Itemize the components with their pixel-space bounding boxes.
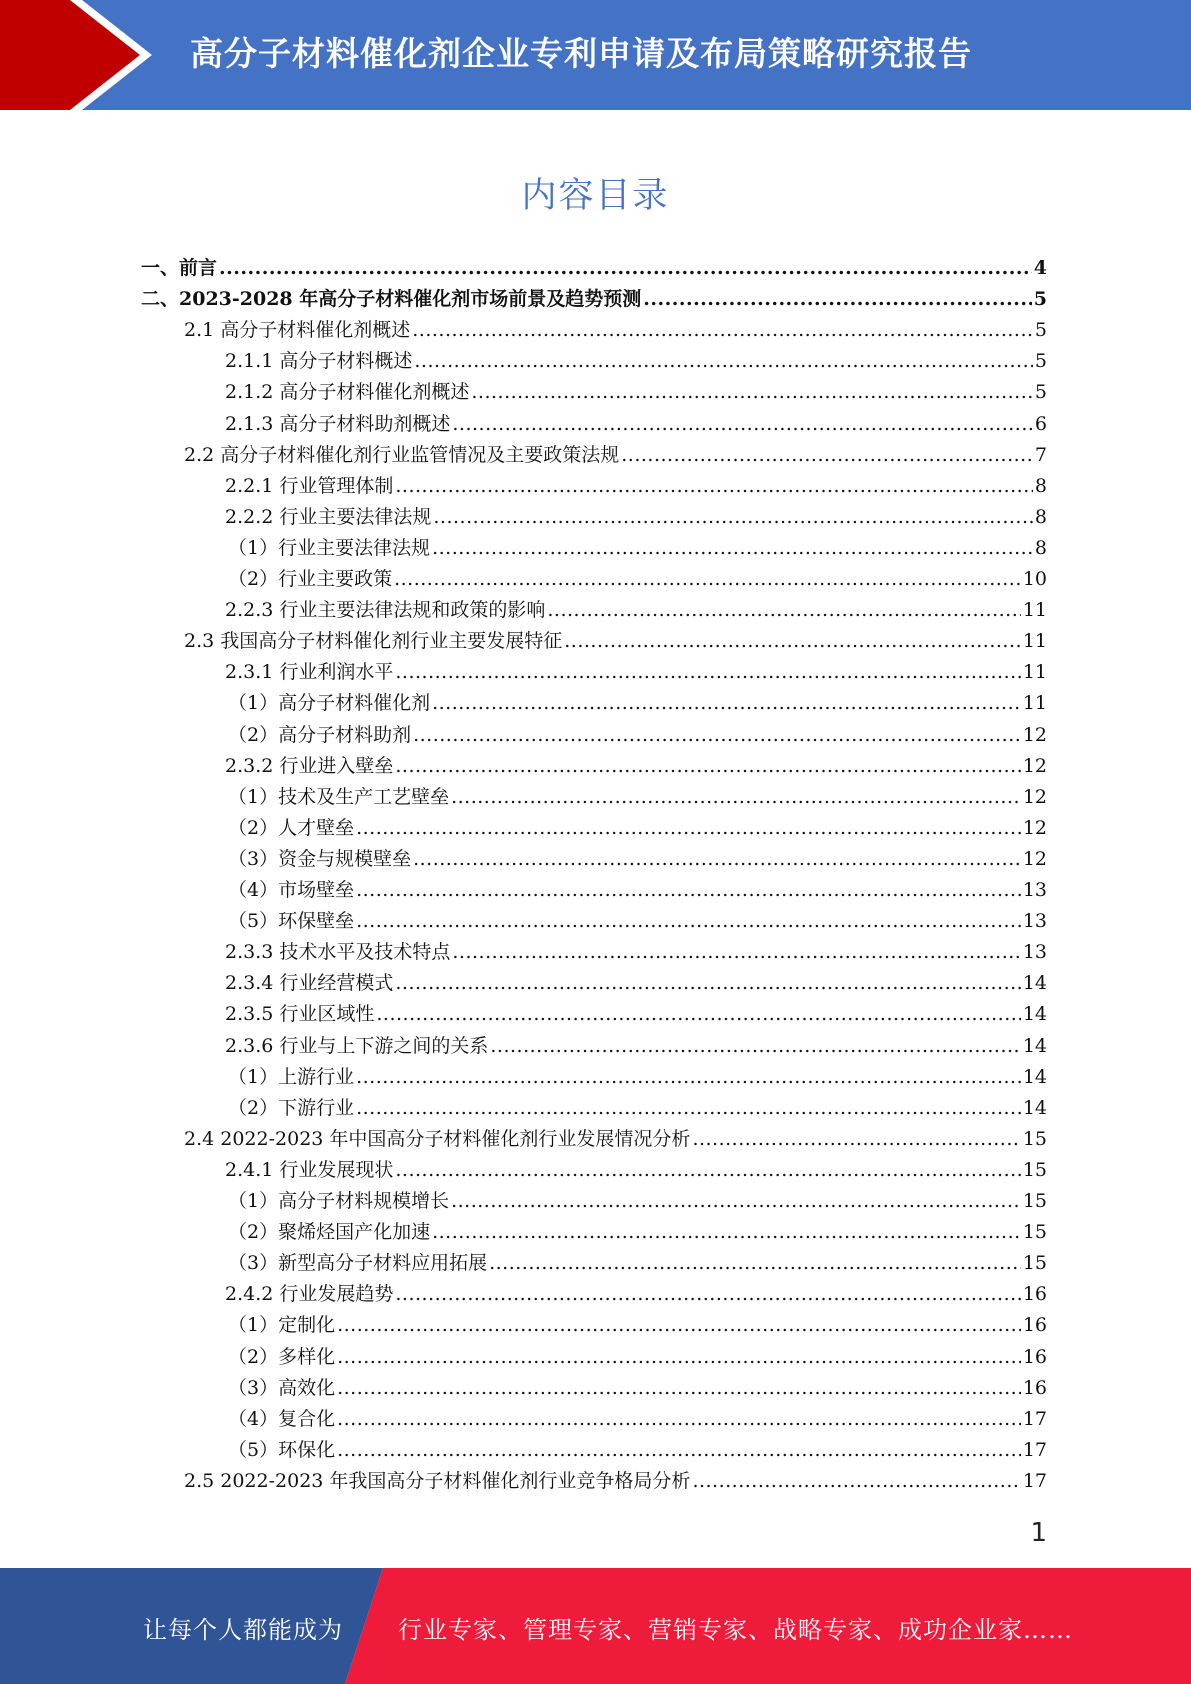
toc-entry-page: 15 (1022, 1190, 1047, 1212)
toc-entry[interactable] (228, 1093, 1047, 1124)
toc-entry-page: 5 (1033, 288, 1047, 311)
toc-entry[interactable] (225, 657, 1047, 688)
footer-slogan-left: 让每个人都能成为 (143, 1616, 343, 1644)
toc-dot-leader (356, 1093, 1021, 1124)
toc-entry[interactable] (225, 1031, 1047, 1062)
toc-entry[interactable] (228, 906, 1047, 937)
toc-dot-leader (356, 1062, 1021, 1093)
toc-entry[interactable] (225, 937, 1047, 968)
toc-entry-page: 16 (1022, 1376, 1047, 1399)
toc-entry-label: （1）定制化 (228, 1314, 336, 1337)
toc-entry-page: 14 (1022, 972, 1047, 995)
footer-banner (0, 1568, 1191, 1684)
toc-entry-label: （4）市场壁垒 (228, 879, 355, 901)
toc-entry[interactable] (228, 1248, 1047, 1279)
toc-dot-leader (692, 1466, 1020, 1497)
toc-entry[interactable] (225, 1155, 1047, 1186)
toc-entry-label: 2.1.3 高分子材料助剂概述 (225, 412, 451, 435)
toc-dot-leader (432, 1217, 1021, 1248)
toc-entry-label: （3）新型高分子材料应用拓展 (228, 1252, 488, 1275)
toc-entry-page: 6 (1034, 412, 1047, 435)
toc-entry-page: 15 (1022, 1158, 1047, 1181)
toc-entry-page: 16 (1022, 1314, 1047, 1337)
toc-entry[interactable] (184, 1124, 1047, 1155)
toc-dot-leader (356, 906, 1021, 937)
toc-entry-label: 2.3.1 行业利润水平 (225, 661, 394, 684)
toc-dot-leader (395, 751, 1020, 782)
toc-entry-page: 15 (1022, 1221, 1047, 1244)
page-number: 1 (1030, 1518, 1047, 1548)
toc-entry-page: 11 (1022, 661, 1047, 684)
header-banner (0, 0, 1191, 110)
toc-entry-page: 11 (1022, 599, 1047, 622)
toc-entry-page: 15 (1022, 1252, 1047, 1275)
toc-entry[interactable] (225, 377, 1047, 408)
toc-entry-page: 5 (1034, 381, 1047, 404)
toc-entry-label: 2.4.1 行业发展现状 (225, 1158, 394, 1181)
toc-entry-label: （2）下游行业 (228, 1096, 355, 1119)
toc-dot-leader (452, 937, 1020, 968)
toc-entry[interactable] (225, 346, 1047, 377)
toc-entry-label: 2.1.2 高分子材料催化剂概述 (225, 381, 470, 404)
toc-entry[interactable] (228, 1342, 1047, 1373)
toc-dot-leader (471, 377, 1033, 408)
toc-entry[interactable] (225, 1279, 1047, 1310)
toc-entry-label: （4）复合化 (228, 1407, 336, 1430)
toc-dot-leader (337, 1342, 1021, 1373)
toc-entry-label: 2.2 高分子材料催化剂行业监管情况及主要政策法规 (184, 443, 620, 466)
toc-entry-label: 2.3.3 技术水平及技术特点 (225, 941, 451, 964)
toc-entry-page: 14 (1022, 1096, 1047, 1119)
toc-entry-page: 12 (1022, 816, 1047, 839)
toc-entry[interactable] (228, 1186, 1047, 1217)
toc-dot-leader (414, 346, 1033, 377)
toc-entry[interactable] (228, 1062, 1047, 1093)
toc-heading: 内容目录 (521, 176, 670, 216)
toc-entry-page: 13 (1022, 941, 1047, 964)
toc-entry-label: 2.1 高分子材料催化剂概述 (184, 319, 411, 342)
toc-dot-leader (413, 720, 1021, 751)
toc-entry-label: 2.2.3 行业主要法律法规和政策的影响 (225, 599, 546, 622)
toc-entry[interactable] (228, 782, 1047, 813)
toc-entry-page: 14 (1022, 1065, 1047, 1088)
toc-entry-label: （2）聚烯烃国产化加速 (228, 1221, 431, 1244)
toc-dot-leader (395, 1155, 1020, 1186)
toc-dot-leader (432, 688, 1021, 719)
toc-dot-leader (356, 813, 1021, 844)
toc-entry[interactable] (228, 688, 1047, 719)
toc-entry-label: 2.5 2022-2023 年我国高分子材料催化剂行业竞争格局分析 (184, 1469, 691, 1492)
toc-entry[interactable] (141, 253, 1047, 284)
toc-dot-leader (564, 626, 1021, 657)
toc-entry-page: 8 (1034, 474, 1047, 497)
toc-entry[interactable] (184, 1466, 1047, 1497)
toc-entry[interactable] (141, 284, 1047, 315)
toc-entry-label: 2.1.1 高分子材料概述 (225, 350, 413, 373)
toc-entry-page: 10 (1022, 568, 1047, 590)
toc-dot-leader (692, 1124, 1020, 1155)
toc-entry-page: 15 (1022, 1127, 1047, 1150)
toc-entry[interactable] (184, 626, 1047, 657)
toc-entry-page: 4 (1033, 257, 1047, 279)
toc-entry-page: 11 (1022, 630, 1047, 653)
toc-entry[interactable] (225, 595, 1047, 626)
toc-entry-label: （2）人才壁垒 (228, 816, 355, 839)
toc-dot-leader (376, 999, 1020, 1030)
toc-dot-leader (337, 1435, 1021, 1466)
toc-entry-page: 13 (1022, 910, 1047, 933)
toc-entry-page: 7 (1034, 443, 1047, 466)
toc-entry[interactable] (228, 844, 1047, 875)
toc-dot-leader (621, 440, 1033, 471)
toc-entry[interactable] (225, 409, 1047, 440)
toc-dot-leader (489, 1248, 1021, 1279)
toc-entry[interactable] (228, 564, 1047, 595)
toc-dot-leader (643, 284, 1032, 315)
toc-entry-page: 12 (1022, 847, 1047, 870)
toc-entry-page: 8 (1034, 536, 1047, 559)
toc-entry[interactable] (225, 502, 1047, 533)
toc-entry-label: （2）高分子材料助剂 (228, 723, 412, 746)
toc-entry-label: （3）资金与规模壁垒 (228, 847, 412, 870)
toc-entry-page: 11 (1022, 692, 1047, 715)
toc-entry-page: 5 (1034, 319, 1047, 342)
toc-dot-leader (412, 315, 1033, 346)
toc-entry-page: 17 (1022, 1407, 1047, 1430)
toc-entry-label: 2.2.1 行业管理体制 (225, 474, 394, 497)
toc-entry-page: 8 (1034, 505, 1047, 528)
toc-entry[interactable] (228, 1435, 1047, 1466)
toc-entry-label: 2.3.5 行业区域性 (225, 1003, 375, 1026)
toc-dot-leader (433, 502, 1033, 533)
toc-dot-leader (413, 844, 1021, 875)
toc-entry-label: （1）高分子材料规模增长 (228, 1190, 450, 1212)
toc-entry-label: （3）高效化 (228, 1376, 336, 1399)
toc-entry-label: （2）多样化 (228, 1345, 336, 1368)
toc-entry-page: 17 (1022, 1469, 1047, 1492)
toc-entry[interactable] (225, 471, 1047, 502)
toc-entry-label: 2.4 2022-2023 年中国高分子材料催化剂行业发展情况分析 (184, 1127, 691, 1150)
report-title: 高分子材料催化剂企业专利申请及布局策略研究报告 (190, 34, 972, 73)
toc-entry[interactable] (228, 720, 1047, 751)
toc-entry[interactable] (225, 968, 1047, 999)
toc-dot-leader (490, 1031, 1020, 1062)
toc-entry-label: （1）高分子材料催化剂 (228, 692, 431, 715)
toc-entry-page: 17 (1022, 1438, 1047, 1461)
toc-entry-label: （1）行业主要法律法规 (228, 536, 431, 559)
toc-entry[interactable] (228, 1373, 1047, 1404)
toc-entry-label: 2.4.2 行业发展趋势 (225, 1283, 394, 1306)
toc-entry-label: 2.3.2 行业进入壁垒 (225, 754, 394, 777)
toc-entry[interactable] (225, 999, 1047, 1030)
toc-dot-leader (395, 968, 1020, 999)
toc-dot-leader (395, 471, 1033, 502)
toc-entry-page: 14 (1022, 1034, 1047, 1057)
toc-entry-label: （5）环保壁垒 (228, 910, 355, 933)
toc-dot-leader (432, 533, 1033, 564)
toc-entry-label: （1）上游行业 (228, 1065, 355, 1088)
toc-dot-leader (356, 875, 1021, 906)
toc-entry-label: 一、前言 (141, 257, 218, 279)
toc-entry-page: 12 (1022, 785, 1047, 808)
toc-dot-leader (337, 1404, 1021, 1435)
toc-entry-page: 14 (1022, 1003, 1047, 1026)
toc-entry[interactable] (228, 1310, 1047, 1341)
toc-entry-label: 2.3 我国高分子材料催化剂行业主要发展特征 (184, 630, 563, 653)
toc-dot-leader (547, 595, 1020, 626)
toc-entry-page: 16 (1022, 1283, 1047, 1306)
toc-entry-label: 2.3.6 行业与上下游之间的关系 (225, 1034, 489, 1057)
toc-entry-page: 13 (1022, 879, 1047, 901)
toc-entry-label: （1）技术及生产工艺壁垒 (228, 785, 450, 808)
toc-entry[interactable] (228, 533, 1047, 564)
toc-dot-leader (452, 409, 1033, 440)
toc-entry-label: 二、2023-2028 年高分子材料催化剂市场前景及趋势预测 (141, 288, 642, 311)
footer-slogan-right: 行业专家、管理专家、营销专家、战略专家、成功企业家…… (398, 1616, 1073, 1644)
toc-entry[interactable] (225, 751, 1047, 782)
toc-entry-label: 2.2.2 行业主要法律法规 (225, 505, 432, 528)
toc-dot-leader (451, 782, 1021, 813)
toc-entry-page: 12 (1022, 723, 1047, 746)
toc-dot-leader (219, 253, 1032, 284)
toc-entry-label: （5）环保化 (228, 1438, 336, 1461)
toc-entry-label: 2.3.4 行业经营模式 (225, 972, 394, 995)
toc-entry-page: 16 (1022, 1345, 1047, 1368)
toc-entry-label: （2）行业主要政策 (228, 568, 393, 590)
toc-entry-page: 12 (1022, 754, 1047, 777)
toc-entry[interactable] (228, 1404, 1047, 1435)
toc-entry[interactable] (184, 315, 1047, 346)
toc-dot-leader (395, 1279, 1020, 1310)
toc-dot-leader (394, 564, 1021, 595)
toc-entry[interactable] (228, 1217, 1047, 1248)
toc-entry[interactable] (184, 440, 1047, 471)
toc-entry-page: 5 (1034, 350, 1047, 373)
toc-dot-leader (337, 1310, 1021, 1341)
toc-dot-leader (395, 657, 1020, 688)
toc-entry[interactable] (228, 813, 1047, 844)
toc-entry[interactable] (228, 875, 1047, 906)
toc-dot-leader (451, 1186, 1021, 1217)
toc-dot-leader (337, 1373, 1021, 1404)
